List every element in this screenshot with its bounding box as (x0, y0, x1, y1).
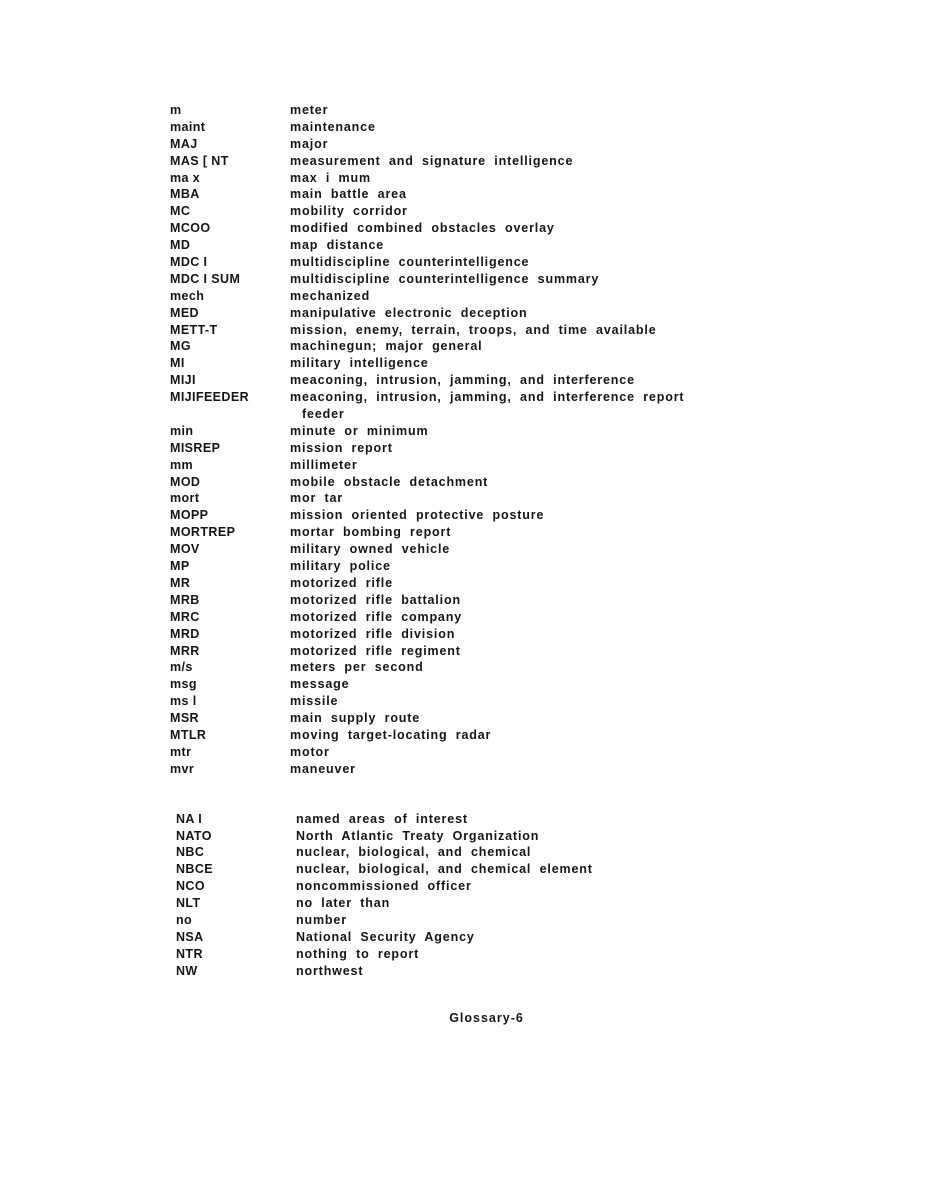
glossary-entry (170, 170, 684, 187)
entry-definition: mission oriented protective posture (290, 508, 545, 523)
entry-abbreviation: NTR (176, 946, 203, 961)
entry-abbreviation: mvr (170, 761, 195, 776)
entry-definition: main supply route (290, 711, 421, 726)
entry-abbreviation: m/s (170, 660, 193, 675)
glossary-entry (170, 643, 684, 660)
glossary-entry (170, 440, 684, 457)
entry-abbreviation: NATO (176, 828, 212, 843)
entry-abbreviation: MD (170, 238, 191, 253)
entry-definition: modified combined obstacles overlay (290, 221, 555, 236)
glossary-entry (170, 524, 684, 541)
glossary-entry (170, 592, 684, 609)
entry-abbreviation: MOD (170, 474, 201, 489)
glossary-entry (170, 474, 684, 491)
glossary-entry (170, 305, 684, 322)
entry-abbreviation: mech (170, 288, 205, 303)
glossary-entry (176, 912, 684, 929)
entry-abbreviation: MBA (170, 187, 200, 202)
entry-definition: mor tar (290, 491, 344, 506)
entry-abbreviation: m (170, 103, 182, 117)
glossary-entry (170, 372, 684, 389)
entry-abbreviation: NW (176, 963, 198, 978)
entry-abbreviation: mort (170, 491, 200, 506)
glossary-entry (170, 220, 684, 237)
entry-definition: mission report (290, 440, 393, 455)
glossary-list (170, 102, 684, 980)
entry-abbreviation: NBCE (176, 862, 214, 877)
glossary-entry (170, 119, 684, 136)
glossary-entry (170, 710, 684, 727)
entry-definition: maneuver (290, 761, 356, 776)
entry-definition: maintenance (290, 119, 376, 134)
entry-abbreviation: MOPP (170, 508, 209, 523)
entry-definition: named areas of interest (296, 811, 468, 826)
glossary-entry (170, 186, 684, 203)
entry-abbreviation: MISREP (170, 440, 221, 455)
entry-abbreviation: MG (170, 339, 191, 354)
glossary-entry (176, 878, 684, 895)
glossary-entry (170, 338, 684, 355)
entry-definition: manipulative electronic deception (290, 305, 528, 320)
entry-definition: multidiscipline counterintelligence summary (290, 271, 600, 286)
glossary-entry (170, 490, 684, 507)
entry-definition: meters per second (290, 660, 424, 675)
entry-definition: minute or minimum (290, 423, 429, 438)
entry-abbreviation: NBC (176, 845, 205, 860)
entry-definition: number (296, 912, 347, 927)
page-footer: Glossary-6 (449, 1011, 524, 1025)
glossary-entry (170, 558, 684, 575)
glossary-entry (170, 203, 684, 220)
entry-abbreviation: no (176, 912, 193, 927)
entry-definition: moving target-locating radar (290, 727, 492, 742)
entry-definition: motorized rifle regiment (290, 643, 461, 658)
glossary-entry (170, 575, 684, 592)
glossary-entry (176, 861, 684, 878)
entry-abbreviation: MAJ (170, 136, 198, 151)
entry-abbreviation: mm (170, 457, 194, 472)
entry-abbreviation: min (170, 423, 194, 438)
entry-abbreviation: METT-T (170, 322, 218, 337)
entry-definition: meter (290, 103, 329, 117)
entry-abbreviation: MDC I SUM (170, 271, 241, 286)
entry-definition: military intelligence (290, 356, 429, 371)
glossary-entry (170, 626, 684, 643)
entry-abbreviation: ma x (170, 170, 201, 185)
entry-definition: mechanized (290, 288, 371, 303)
entry-definition: noncommissioned officer (296, 879, 472, 894)
entry-definition: main battle area (290, 187, 407, 202)
entry-definition-continuation: feeder (302, 407, 345, 422)
entry-definition: nuclear, biological, and chemical element (296, 862, 593, 877)
glossary-entry (170, 761, 684, 778)
entry-abbreviation: MRB (170, 592, 200, 607)
entry-abbreviation: MTLR (170, 727, 207, 742)
entry-definition: machinegun; major general (290, 339, 483, 354)
glossary-entry (170, 659, 684, 676)
entry-abbreviation: MC (170, 204, 191, 219)
glossary-entry (176, 828, 684, 845)
entry-abbreviation: ms l (170, 694, 197, 709)
entry-definition: message (290, 677, 350, 692)
glossary-entry (170, 322, 684, 339)
entry-definition: map distance (290, 238, 385, 253)
entry-definition: northwest (296, 963, 364, 978)
entry-abbreviation: MCOO (170, 221, 211, 236)
entry-abbreviation: MRC (170, 609, 200, 624)
glossary-entry (170, 136, 684, 153)
glossary-entry (170, 541, 684, 558)
entry-abbreviation: mtr (170, 744, 192, 759)
glossary-entry (176, 946, 684, 963)
entry-definition: millimeter (290, 457, 358, 472)
glossary-entry (170, 457, 684, 474)
entry-definition: measurement and signature intelligence (290, 153, 574, 168)
entry-abbreviation: NLT (176, 896, 201, 911)
entry-definition: meaconing, intrusion, jamming, and interference report (290, 390, 685, 405)
entry-abbreviation: MORTREP (170, 525, 236, 540)
entry-abbreviation: MDC I (170, 255, 208, 270)
entry-definition: motorized rifle division (290, 626, 456, 641)
glossary-entry (170, 153, 684, 170)
entry-abbreviation: MRD (170, 626, 200, 641)
entry-definition: mission, enemy, terrain, troops, and time available (290, 322, 657, 337)
glossary-entry (170, 254, 684, 271)
entry-abbreviation: MAS [ NT (170, 153, 229, 168)
entry-abbreviation: NSA (176, 929, 204, 944)
entry-definition: motorized rifle company (290, 609, 463, 624)
glossary-entry (170, 507, 684, 524)
glossary-entry (170, 102, 684, 119)
entry-abbreviation: NCO (176, 879, 205, 894)
glossary-entry (176, 811, 684, 828)
entry-abbreviation: MOV (170, 542, 200, 557)
entry-definition: nothing to report (296, 946, 420, 961)
glossary-entry (176, 895, 684, 912)
glossary-entry (170, 727, 684, 744)
entry-definition: mortar bombing report (290, 525, 452, 540)
entry-abbreviation: MIJIFEEDER (170, 390, 250, 405)
entry-abbreviation: NA I (176, 811, 203, 826)
entry-definition: mobile obstacle detachment (290, 474, 489, 489)
glossary-section (170, 811, 684, 980)
entry-abbreviation: MP (170, 559, 190, 574)
entry-abbreviation: msg (170, 677, 197, 692)
glossary-entry (176, 844, 684, 861)
entry-definition: North Atlantic Treaty Organization (296, 828, 540, 843)
glossary-entry (170, 271, 684, 288)
entry-abbreviation: MRR (170, 643, 200, 658)
entry-abbreviation: MI (170, 356, 185, 371)
glossary-entry (170, 609, 684, 626)
glossary-entry (170, 744, 684, 761)
glossary-entry (176, 929, 684, 946)
entry-definition: major (290, 136, 329, 151)
glossary-entry (170, 237, 684, 254)
glossary-entry (170, 676, 684, 693)
entry-definition: National Security Agency (296, 929, 475, 944)
entry-definition: motorized rifle (290, 575, 393, 590)
entry-abbreviation: MIJI (170, 373, 196, 388)
entry-definition: no later than (296, 896, 391, 911)
entry-abbreviation: maint (170, 119, 206, 134)
entry-definition: meaconing, intrusion, jamming, and interference (290, 373, 635, 388)
entry-definition: motor (290, 744, 330, 759)
entry-definition: nuclear, biological, and chemical (296, 845, 532, 860)
entry-definition: military police (290, 559, 391, 574)
glossary-entry (170, 423, 684, 440)
glossary-entry (170, 693, 684, 710)
entry-definition: mobility corridor (290, 204, 408, 219)
glossary-entry (170, 288, 684, 305)
entry-abbreviation: MSR (170, 711, 199, 726)
entry-definition: max i mum (290, 170, 371, 185)
entry-definition: multidiscipline counterintelligence (290, 255, 530, 270)
entry-definition: military owned vehicle (290, 542, 451, 557)
glossary-section (170, 102, 684, 778)
glossary-entry (176, 963, 684, 980)
entry-definition: missile (290, 694, 339, 709)
entry-definition: motorized rifle battalion (290, 592, 461, 607)
entry-abbreviation: MR (170, 575, 191, 590)
glossary-entry (170, 355, 684, 372)
entry-abbreviation: MED (170, 305, 199, 320)
glossary-entry (170, 389, 684, 406)
